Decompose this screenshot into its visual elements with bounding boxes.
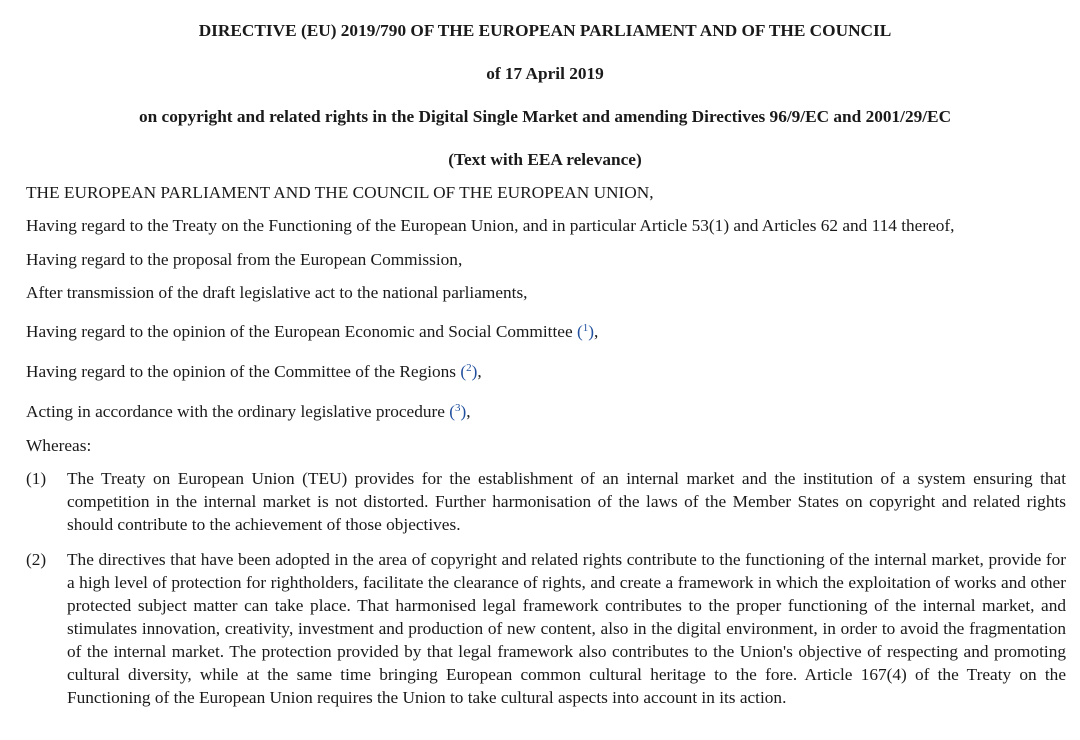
citation-treaty: Having regard to the Treaty on the Functioning of the European Union, and in particular Article 53(1) and Articles 62 and 114 thereof, (26, 216, 955, 235)
eea-relevance: (Text with EEA relevance) (448, 150, 642, 169)
footnote-link-3[interactable]: ($^3$) (449, 402, 467, 421)
citation-procedure: Acting in accordance with the ordinary legislative procedure ($^3$), (26, 402, 471, 421)
footnote-number: 1 (582, 322, 589, 334)
directive-date: of 17 April 2019 (486, 64, 604, 83)
recital-number: (1) (26, 469, 47, 488)
recital-1 (26, 467, 1066, 536)
citation-proposal: Having regard to the proposal from the European Commission, (26, 250, 463, 269)
citation-eesc: Having regard to the opinion of the European Economic and Social Committee ($^1$), (26, 322, 599, 341)
footnote-number: 3 (455, 402, 461, 414)
recital-text: The directives that have been adopted in the area of copyright and related rights contribute to the functioning of the internal market, provide for a high level of protection for rightholders, facilitate the clearance of rights, and create a framework in which the exploitation of works and other protected subject matter can take place. That harmonised legal framework contributes to the proper functioning of the internal market, and stimulates innovation, creativity, investment and production of new content, also in the digital environment, in order to avoid the fragmentation of the internal market. The protection provided by that legal framework also contributes to the Union's objective of respecting and promoting cultural diversity, while at the same time bringing European common cultural heritage to the fore. Article 167(4) of the Treaty on the Functioning of the European Union requires the Union to take cultural aspects into account in its action. (67, 550, 1066, 707)
directive-subject: on copyright and related rights in the Digital Single Market and amending Directives 96/9/EC and 2001/29/EC (138, 107, 952, 126)
citation-regions: Having regard to the opinion of the Committee of the Regions ($^2$), (26, 362, 482, 381)
citation-procedure-text: Acting in accordance with the ordinary legislative procedure (26, 402, 450, 421)
citation-regions-text: Having regard to the opinion of the Committee of the Regions (26, 362, 461, 381)
preamble-authors: THE EUROPEAN PARLIAMENT AND THE COUNCIL OF THE EUROPEAN UNION, (26, 183, 654, 202)
footnote-link-2[interactable]: ($^2$) (460, 362, 478, 381)
directive-title: DIRECTIVE (EU) 2019/790 OF THE EUROPEAN PARLIAMENT AND OF THE COUNCIL (198, 21, 892, 40)
recital-number: (2) (26, 550, 47, 569)
whereas-label: Whereas: (26, 436, 92, 455)
recital-text: The Treaty on European Union (TEU) provides for the establishment of an internal market and the institution of a system ensuring that competition in the internal market is not distorted. Further harmonisation of the laws of the Member States on copyright and related rights should contribute to the achievement of those objectives. (67, 469, 1066, 534)
footnote-number: 2 (466, 362, 472, 374)
recital-2 (26, 548, 1066, 709)
footnote-link-1[interactable]: ($^1$) (576, 322, 594, 341)
citation-eesc-text: Having regard to the opinion of the European Economic and Social Committee (26, 322, 577, 341)
citation-transmission: After transmission of the draft legislative act to the national parliaments, (26, 283, 528, 302)
